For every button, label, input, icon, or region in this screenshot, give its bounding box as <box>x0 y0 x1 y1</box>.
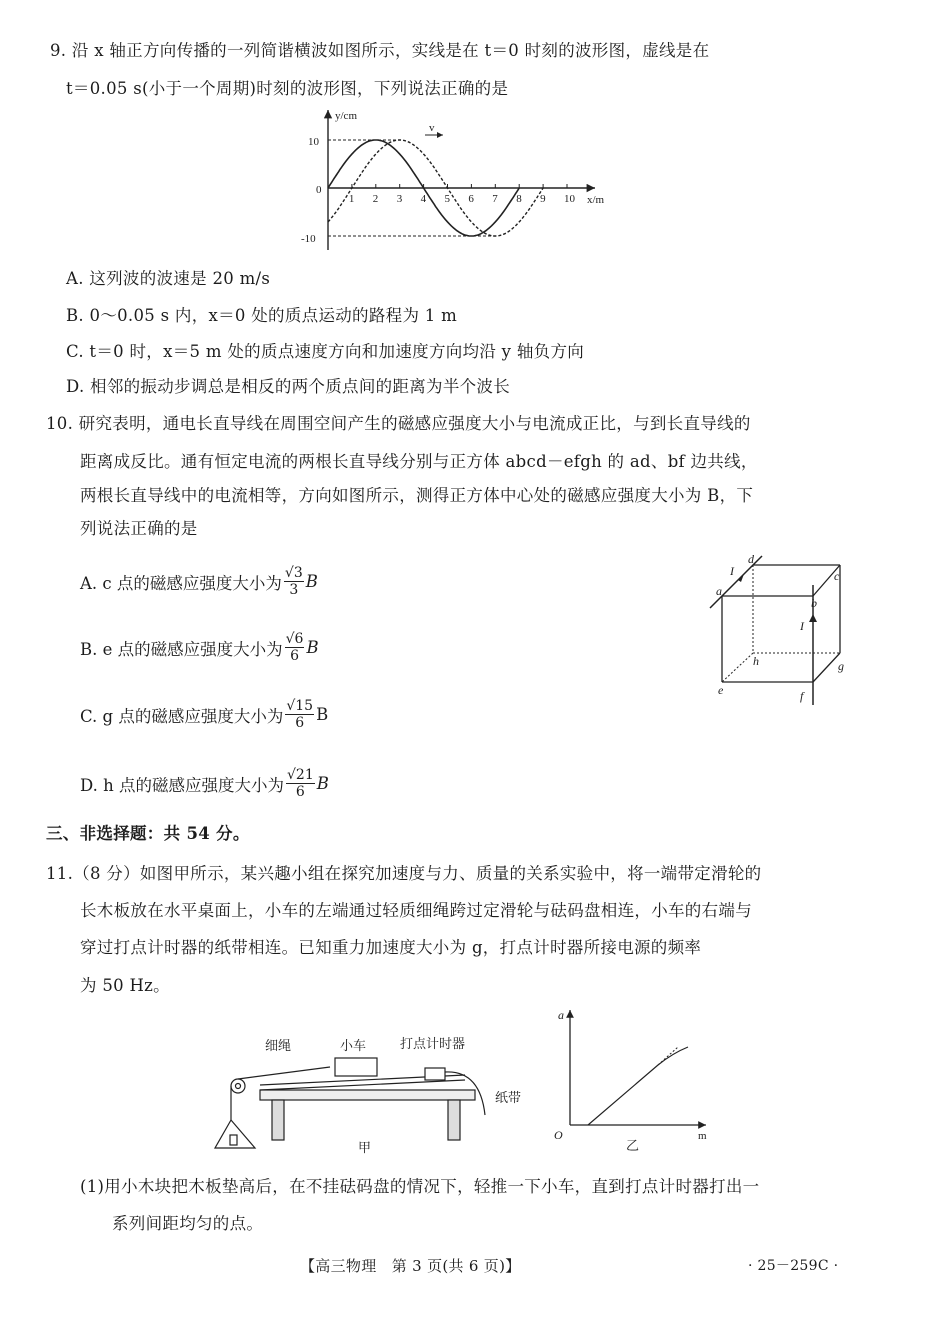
x-tick-label: 6 <box>468 193 474 205</box>
y-axis-label: y/cm <box>335 110 357 122</box>
fraction <box>285 631 305 664</box>
q11-stem-line2: 长木板放在水平桌面上，小车的左端通过轻质细绳跨过定滑轮与砝码盘相连，小车的右端与 <box>80 901 752 920</box>
q11-stem-line4: 为 50 Hz。 <box>80 976 170 995</box>
option-text: C. g 点的磁感应强度大小为 <box>80 706 284 726</box>
q10-stem-line2: 距离成反比。通有恒定电流的两根长直导线分别与正方体 abcd－efgh 的 ad、bf 边共线， <box>80 452 758 471</box>
footer-page-info: 【高三物理 第 3 页(共 6 页)】 <box>300 1257 521 1275</box>
q11-stem-line3: 穿过打点计时器的纸带相连。已知重力加速度大小为 g，打点计时器所接电源的频率 <box>80 938 702 957</box>
dashed-extension <box>658 1047 678 1065</box>
label-timer: 打点计时器 <box>400 1036 466 1051</box>
q10-cube-figure <box>700 550 850 710</box>
q9-option-a[interactable]: A. 这列波的波速是 20 m/s <box>66 269 271 288</box>
x-tick-label: 4 <box>420 193 427 205</box>
denominator: 6 <box>295 784 305 800</box>
fraction <box>285 698 314 731</box>
option-text: D. h 点的磁感应强度大小为 <box>80 775 285 795</box>
q9-option-c[interactable]: C. t＝0 时，x＝5 m 处的质点速度方向和加速度方向均沿 y 轴负方向 <box>66 342 585 361</box>
q10-stem-line4: 列说法正确的是 <box>80 519 198 538</box>
q11-sub1-line2: 系列间距均匀的点。 <box>112 1214 264 1233</box>
q10-option-c[interactable] <box>80 698 328 731</box>
q11-graph-yi <box>548 1005 718 1155</box>
section-3-heading: 三、非选择题：共 54 分。 <box>46 824 250 843</box>
x-axis-label: x/m <box>587 194 605 206</box>
current-arrow-bf <box>809 614 817 622</box>
denominator: 6 <box>295 715 305 731</box>
svg-text:b: b <box>811 596 817 610</box>
q9-wave-figure <box>295 105 625 255</box>
q10-option-d[interactable] <box>80 767 329 800</box>
unit: B <box>316 774 329 793</box>
numerator: √3 <box>284 565 303 581</box>
x-tick-label: 2 <box>372 193 379 205</box>
option-text: B. e 点的磁感应强度大小为 <box>80 639 283 659</box>
svg-text:I: I <box>800 619 804 633</box>
x-tick-label: 9 <box>540 193 546 205</box>
svg-text:d: d <box>748 552 754 566</box>
unit: B <box>316 705 329 724</box>
q9-option-b[interactable]: B. 0～0.05 s 内，x＝0 处的质点运动的路程为 1 m <box>66 306 458 325</box>
q10-stem-line3: 两根长直导线中的电流相等，方向如图所示，测得正方体中心处的磁感应强度大小为 B，下 <box>80 486 754 505</box>
x-tick-label: 7 <box>492 193 498 205</box>
fraction <box>284 565 304 598</box>
fraction <box>286 767 315 800</box>
option-text: A. c 点的磁感应强度大小为 <box>80 573 282 593</box>
q11-apparatus-figure-jia <box>210 1020 540 1155</box>
x-tick-label: 3 <box>396 193 403 205</box>
svg-text:a: a <box>558 1008 564 1022</box>
numerator: √15 <box>286 698 314 714</box>
label-cart: 小车 <box>340 1038 367 1053</box>
q10-stem-line1: 10. 研究表明，通电长直导线在周围空间产生的磁感应强度大小与电流成正比，与到长直导线的 <box>46 414 751 433</box>
q9-stem-line2: t＝0.05 s(小于一个周期)时刻的波形图，下列说法正确的是 <box>66 79 509 98</box>
q11-stem-line1: 11.（8 分）如图甲所示，某兴趣小组在探究加速度与力、质量的关系实验中，将一端带定滑轮的 <box>46 864 762 883</box>
v-label: v <box>429 122 435 134</box>
x-tick-label: 8 <box>516 193 522 205</box>
unit: B <box>305 572 318 591</box>
y-tick-0: 0 <box>316 184 322 196</box>
svg-text:g: g <box>838 659 844 673</box>
q9-option-d[interactable]: D. 相邻的振动步调总是相反的两个质点间的距离为半个波长 <box>66 377 511 396</box>
label-rope: 细绳 <box>265 1038 292 1053</box>
svg-text:f: f <box>800 689 804 703</box>
q9-stem-line1: 9. 沿 x 轴正方向传播的一列简谐横波如图所示，实线是在 t＝0 时刻的波形图，虚线是在 <box>50 41 710 60</box>
svg-text:m: m <box>698 1130 707 1142</box>
svg-text:c: c <box>834 569 840 583</box>
numerator: √6 <box>285 631 304 647</box>
x-tick-label: 1 <box>348 193 355 205</box>
y-tick-10: 10 <box>308 136 319 148</box>
footer-code: · 25－259C · <box>748 1258 839 1274</box>
curve-a-m <box>588 1047 688 1125</box>
svg-text:h: h <box>753 654 759 668</box>
q10-option-b[interactable] <box>80 631 319 664</box>
denominator: 3 <box>289 582 299 598</box>
svg-text:I: I <box>730 564 734 578</box>
svg-text:乙: 乙 <box>626 1138 640 1153</box>
svg-text:e: e <box>718 683 724 697</box>
label-tape: 纸带 <box>495 1090 522 1105</box>
denominator: 6 <box>290 648 299 664</box>
numerator: √21 <box>287 767 314 783</box>
q11-sub1-line1: (1)用小木块把木板垫高后，在不挂砝码盘的情况下，轻推一下小车，直到打点计时器打出一 <box>80 1177 760 1196</box>
y-tick-neg10: -10 <box>301 233 316 245</box>
svg-text:O: O <box>554 1128 563 1142</box>
x-tick-label: 10 <box>564 193 575 205</box>
current-arrow-ad <box>738 574 744 582</box>
q10-option-a[interactable] <box>80 565 318 598</box>
caption-jia: 甲 <box>358 1140 372 1155</box>
x-tick-label: 5 <box>444 193 450 205</box>
svg-text:a: a <box>716 584 722 598</box>
unit: B <box>306 638 319 657</box>
